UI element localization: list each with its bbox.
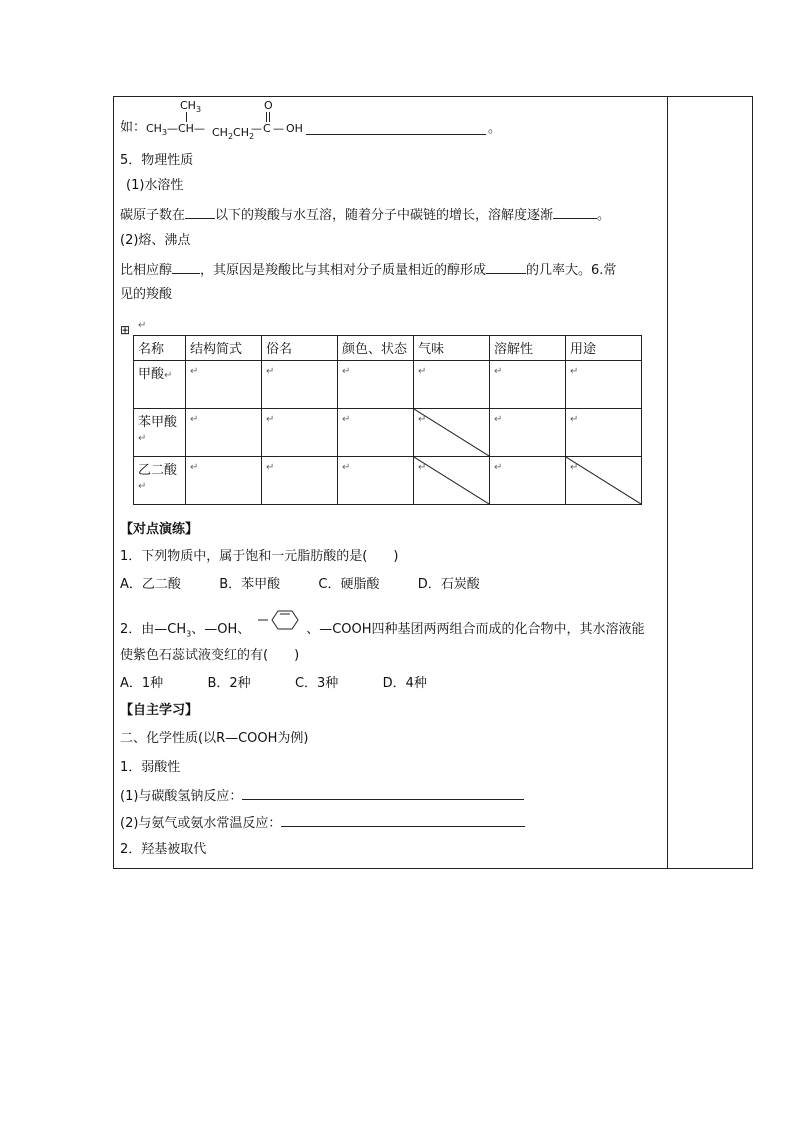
table-header-label: 结构简式 — [190, 342, 243, 357]
selfstudy-title: 二、化学性质(以R—COOH为例) — [120, 731, 309, 746]
table-header-cell — [134, 336, 186, 361]
formula-dash-3: — — [251, 122, 262, 135]
table-cell[interactable] — [262, 361, 338, 409]
return-mark: ↵ — [190, 366, 199, 377]
return-mark: ↵ — [266, 366, 275, 377]
selfstudy-item2: 2．羟基被取代 — [120, 842, 207, 857]
selfstudy-item1b: (2)与氨气或氨水常温反应： — [120, 814, 525, 832]
formula-dash-2: — — [194, 122, 205, 135]
blank-hydrogen-bond[interactable] — [486, 261, 526, 274]
section5-sub1: (1)水溶性 — [126, 178, 184, 193]
selfstudy-item1a: (1)与碳酸氢钠反应： — [120, 787, 524, 805]
formula-end: 。 — [488, 121, 502, 136]
blank-carbon-count[interactable] — [185, 206, 215, 219]
table-cell[interactable] — [186, 409, 262, 457]
return-mark: ↵ — [570, 462, 579, 473]
selfstudy-item1: 1．弱酸性 — [120, 760, 181, 775]
table-cell[interactable] — [186, 361, 262, 409]
diagonal-strike — [414, 409, 489, 456]
q1-option-a[interactable]: A．乙二酸 — [120, 577, 181, 592]
practice-q2-line1: 2．由$—CH_3$、—OH、 、—COOH四种基团两两组合而成的化合物中，其水溶液能 — [120, 622, 645, 639]
return-mark: ↵ — [494, 414, 503, 425]
table-cell[interactable] — [414, 361, 490, 409]
return-mark: ↵ — [164, 370, 173, 381]
frame-column-divider — [667, 96, 668, 869]
formula-oh: OH — [286, 122, 303, 135]
table-header-label: 俗名 — [266, 342, 293, 357]
table-header-cell — [186, 336, 262, 361]
table-anchor-icon[interactable]: ⊞ — [120, 323, 131, 337]
formula-main-ch3: $CH_3$ — [146, 122, 168, 138]
q1-option-b[interactable]: B．苯甲酸 — [219, 577, 281, 592]
table-header-label: 用途 — [570, 342, 597, 357]
table-row-name: 乙二酸 — [138, 463, 178, 478]
table-cell[interactable] — [186, 457, 262, 505]
blank-solubility-trend[interactable] — [553, 206, 597, 219]
return-mark: ↵ — [342, 462, 351, 473]
return-mark: ↵ — [418, 366, 427, 377]
table-header-label: 颜色、状态 — [342, 342, 408, 357]
table-name-cell — [134, 361, 186, 409]
practice-q1-options — [120, 577, 480, 593]
table-cell[interactable] — [490, 457, 566, 505]
table-cell[interactable] — [414, 409, 490, 457]
practice-heading: 【对点演练】 — [120, 522, 199, 537]
blank-ammonia-reaction[interactable] — [281, 814, 525, 827]
benzene-ring-icon — [258, 607, 306, 633]
table-header-label: 气味 — [418, 342, 445, 357]
table-cell[interactable] — [338, 361, 414, 409]
practice-q2-line2: 使紫色石蕊试液变红的有( ) — [120, 648, 300, 663]
table-header-cell — [566, 336, 642, 361]
section5-line3: 见的羧酸 — [120, 287, 173, 302]
formula-o-top: O — [264, 99, 273, 112]
table-name-cell — [134, 409, 186, 457]
section5-sub2: (2)熔、沸点 — [120, 233, 191, 248]
q2-option-d[interactable]: D．4种 — [382, 676, 427, 691]
formula-c: C — [263, 122, 271, 135]
table-row — [134, 409, 642, 457]
section5-line1: 碳原子数在 以下的羧酸与水互溶，随着分子中碳链的增长，溶解度逐渐 。 — [120, 208, 611, 223]
diagonal-strike — [566, 457, 641, 504]
diagonal-strike — [414, 457, 489, 504]
practice-q1: 1．下列物质中，属于饱和一元脂肪酸的是( ) — [120, 549, 399, 564]
table-header-cell — [490, 336, 566, 361]
q1-option-d[interactable]: D．石炭酸 — [417, 577, 480, 592]
table-row-name: 苯甲酸 — [138, 415, 178, 430]
table-cell[interactable] — [262, 457, 338, 505]
table-cell[interactable] — [338, 409, 414, 457]
practice-q2-options — [120, 676, 427, 692]
formula-answer-blank[interactable] — [306, 122, 486, 135]
table-header-cell — [338, 336, 414, 361]
blank-nahco3-reaction[interactable] — [242, 787, 524, 800]
return-mark: ↵ — [418, 414, 427, 425]
structural-formula — [120, 96, 500, 140]
formula-ch: CH — [178, 122, 194, 135]
q2-option-c[interactable]: C．3种 — [294, 676, 339, 691]
return-mark: ↵ — [138, 433, 147, 444]
formula-dash-4: — — [273, 122, 284, 135]
table-cell[interactable] — [490, 409, 566, 457]
carboxylic-acid-table — [133, 335, 642, 505]
formula-ch3-top: $CH_3$ — [180, 99, 202, 115]
table-cell[interactable] — [262, 409, 338, 457]
return-mark: ↵ — [418, 462, 427, 473]
return-mark: ↵ — [190, 414, 199, 425]
q1-option-c[interactable]: C．硬脂酸 — [318, 577, 380, 592]
table-return-mark-top: ↵ — [138, 320, 147, 331]
table-header-label: 名称 — [138, 342, 165, 357]
q2-option-b[interactable]: B．2种 — [207, 676, 251, 691]
return-mark: ↵ — [342, 366, 351, 377]
q2-option-a[interactable]: A．1种 — [120, 676, 164, 691]
table-header-cell — [414, 336, 490, 361]
table-cell[interactable] — [414, 457, 490, 505]
selfstudy-heading: 【自主学习】 — [120, 703, 199, 718]
return-mark: ↵ — [266, 414, 275, 425]
table-cell[interactable] — [338, 457, 414, 505]
return-mark: ↵ — [570, 366, 579, 377]
return-mark: ↵ — [342, 414, 351, 425]
section5-line2: 比相应醇 ，其原因是羧酸比与其相对分子质量相近的醇形成 的几率大。6.常 — [120, 263, 617, 278]
blank-compare-alcohol[interactable] — [172, 261, 200, 274]
table-name-cell — [134, 457, 186, 505]
table-row-name: 甲酸 — [138, 367, 165, 382]
return-mark: ↵ — [494, 366, 503, 377]
table-cell[interactable] — [566, 409, 642, 457]
table-cell[interactable] — [566, 361, 642, 409]
formula-ch2ch2: $CH_2CH_2$ — [212, 126, 255, 142]
return-mark: ↵ — [494, 462, 503, 473]
formula-prefix: 如： — [120, 120, 147, 135]
table-header-cell — [262, 336, 338, 361]
table-cell[interactable] — [566, 457, 642, 505]
return-mark: ↵ — [570, 414, 579, 425]
return-mark: ↵ — [138, 481, 147, 492]
return-mark: ↵ — [190, 462, 199, 473]
table-row — [134, 457, 642, 505]
formula-dash-1: — — [167, 122, 178, 135]
return-mark: ↵ — [266, 462, 275, 473]
table-row — [134, 361, 642, 409]
section5-title: 5．物理性质 — [120, 153, 194, 168]
table-header-label: 溶解性 — [494, 342, 534, 357]
table-cell[interactable] — [490, 361, 566, 409]
table-header-row — [134, 336, 642, 361]
